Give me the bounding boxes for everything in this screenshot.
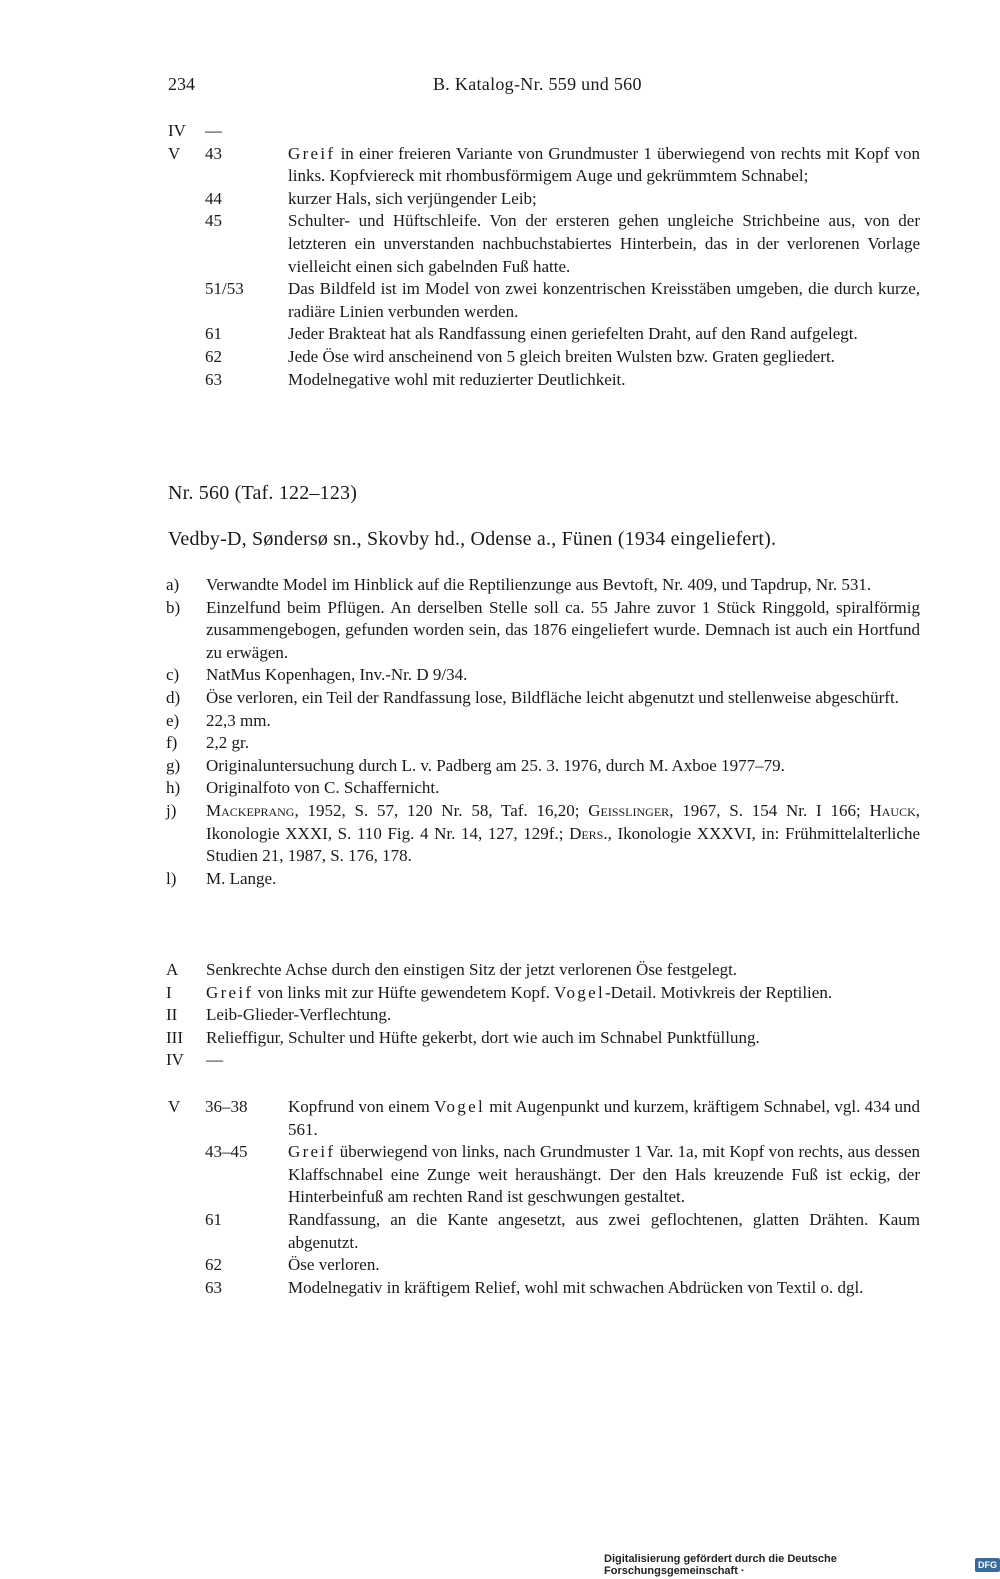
- entry-details-list: [166, 574, 920, 890]
- detail-item: [166, 800, 920, 868]
- item-text: [206, 710, 920, 733]
- catalog-559-motif-section: [168, 120, 920, 391]
- numbered-row: [168, 1277, 920, 1300]
- detail-number: 63: [205, 1277, 222, 1297]
- row-text: [288, 210, 920, 278]
- detail-item: [166, 710, 920, 733]
- item-text: [206, 1004, 920, 1027]
- detail-item: [166, 755, 920, 778]
- item-label: j): [166, 800, 177, 820]
- text-run: Öse verloren.: [288, 1255, 380, 1275]
- numbered-row: [168, 1141, 920, 1209]
- text-run: 22,3 mm.: [206, 710, 271, 730]
- text-run: —: [206, 1050, 223, 1070]
- section-label: V: [168, 1097, 181, 1116]
- text-run: Vogel: [554, 982, 605, 1002]
- text-run: Greif: [288, 143, 336, 163]
- entry-location-heading: Vedby-D, Søndersø sn., Skovby hd., Odense a., Fünen (1934 eingeliefert).: [168, 528, 777, 550]
- item-label: b): [166, 597, 181, 617]
- text-run: Schulter- und Hüftschleife. Von der ersteren gehen ungleiche Strichbeine aus, von der letzteren ein unverstanden nachbuchstabiertes Hinterbein, das in der verlorenen Vorlage vielleicht einen sich gabelnden Fuß hatte.: [288, 211, 920, 276]
- item-label: IV: [166, 1050, 184, 1070]
- motif-item: [166, 982, 920, 1005]
- page-number: 234: [168, 74, 195, 94]
- text-run: Greif: [288, 1142, 336, 1162]
- text-run: Jeder Brakteat hat als Randfassung einen geriefelten Draht, auf den Rand aufgelegt.: [288, 324, 858, 344]
- digitization-footer: [604, 1553, 1000, 1577]
- numbered-row: [168, 369, 920, 392]
- item-label: h): [166, 778, 181, 798]
- text-run: -Detail. Motivkreis der Reptilien.: [604, 982, 833, 1002]
- text-run: in einer freieren Variante von Grundmuster 1 überwiegend von rechts mit Kopf von links. Kopfviereck mit rhombusförmigem Auge und gekrümmtem Schnabel;: [288, 143, 920, 186]
- row-text: [288, 346, 920, 369]
- item-text: [206, 777, 920, 800]
- item-text: [206, 959, 920, 982]
- detail-item: [166, 777, 920, 800]
- detail-numbered-section: [168, 1096, 920, 1299]
- row-text: [288, 369, 920, 392]
- item-text: [206, 1027, 920, 1050]
- entry-number-heading: Nr. 560 (Taf. 122–123): [168, 482, 358, 504]
- text-run: Vogel: [434, 1097, 485, 1116]
- text-run: Mackeprang: [206, 800, 295, 820]
- text-run: Öse verloren, ein Teil der Randfassung lose, Bildfläche leicht abgenutzt und stellenweise abgeschürft.: [206, 687, 899, 707]
- detail-number: 43: [205, 143, 222, 163]
- text-run: Originaluntersuchung durch L. v. Padberg am 25. 3. 1976, durch M. Axboe 1977–79.: [206, 755, 785, 775]
- numbered-row: [168, 346, 920, 369]
- text-run: NatMus Kopenhagen, Inv.-Nr. D 9/34.: [206, 665, 468, 685]
- item-label: f): [166, 733, 178, 753]
- text-run: , 1967, S. 154 Nr. I 166;: [669, 800, 870, 820]
- text-run: Modelnegative wohl mit reduzierter Deutlichkeit.: [288, 369, 626, 389]
- numbered-row: [168, 120, 920, 143]
- text-run: von links mit zur Hüfte gewendetem Kopf.: [253, 982, 555, 1002]
- text-run: Hauck: [869, 800, 916, 820]
- row-text: [288, 1141, 920, 1209]
- text-run: Originalfoto von C. Schaffernicht.: [206, 778, 440, 798]
- item-text: [206, 1049, 920, 1072]
- detail-item: [166, 732, 920, 755]
- item-text: [206, 574, 920, 597]
- text-run: Greif: [206, 982, 254, 1002]
- item-label: e): [166, 710, 180, 730]
- numbered-row: [168, 323, 920, 346]
- row-text: [288, 323, 920, 346]
- detail-number: 63: [205, 369, 222, 389]
- item-text: [206, 732, 920, 755]
- detail-item: [166, 664, 920, 687]
- detail-item: [166, 574, 920, 597]
- text-run: Jede Öse wird anscheinend von 5 gleich breiten Wulsten bzw. Graten gegliedert.: [288, 346, 835, 366]
- running-head: [168, 74, 918, 98]
- text-run: kurzer Hals, sich verjüngender Leib;: [288, 188, 537, 208]
- text-run: Einzelfund beim Pflügen. An derselben Stelle soll ca. 55 Jahre zuvor 1 Stück Ringgold, spiralförmig zusammengebogen, gefunden worden sein, das 1876 eingeliefert wurde. Demnach ist auch ein Hortfund zu erwägen.: [206, 597, 920, 662]
- item-text: [206, 982, 920, 1005]
- item-text: [206, 755, 920, 778]
- detail-item: [166, 687, 920, 710]
- text-run: , 1952, S. 57, 120 Nr. 58, Taf. 16,20;: [294, 800, 589, 820]
- detail-number: 44: [205, 188, 222, 208]
- item-label: A: [166, 960, 179, 979]
- detail-number: 61: [205, 1209, 222, 1229]
- motif-item: [166, 1049, 920, 1072]
- text-run: Modelnegativ in kräftigem Relief, wohl mit schwachen Abdrücken von Textil o. dgl.: [288, 1277, 864, 1297]
- section-label: V: [168, 143, 181, 163]
- motif-description-list: [166, 959, 920, 1072]
- item-label: a): [166, 575, 180, 594]
- numbered-row: [168, 1254, 920, 1277]
- numbered-row: [168, 210, 920, 278]
- numbered-row: [168, 143, 920, 188]
- item-label: II: [166, 1005, 178, 1025]
- text-run: 2,2 gr.: [206, 733, 249, 753]
- text-run: , Ikonologie XXXI, S. 110 Fig. 4 Nr. 14, 127, 129f.;: [206, 800, 920, 843]
- item-label: d): [166, 687, 181, 707]
- text-run: mit Augenpunkt und kurzem, kräftigem Schnabel, vgl. 434 und 561.: [288, 1097, 920, 1139]
- text-run: Ders.: [569, 823, 608, 843]
- detail-number: 45: [205, 211, 222, 231]
- numbered-row: [168, 1209, 920, 1254]
- motif-item: [166, 1027, 920, 1050]
- text-run: überwiegend von links, nach Grundmuster 1 Var. 1a, mit Kopf von rechts, aus dessen Klaffschnabel eine Zunge weit heraushängt. Der den Hals kreuzende Fuß ist eckig, der Hinterbeinfuß am rechten Rand ist geschwungen gestaltet.: [288, 1142, 920, 1207]
- row-text: [288, 1254, 920, 1277]
- motif-item: [166, 1004, 920, 1027]
- text-run: Randfassung, an die Kante angesetzt, aus zwei geflochtenen, glatten Drähten. Kaum abgenutzt.: [288, 1209, 920, 1252]
- detail-item: [166, 868, 920, 891]
- text-run: Das Bildfeld ist im Model von zwei konzentrischen Kreisstäben umgeben, die durch kurze, radiäre Linien verbunden werden.: [288, 279, 920, 321]
- detail-number: 62: [205, 346, 222, 366]
- detail-item: [166, 597, 920, 665]
- item-text: [206, 597, 920, 665]
- running-head-title: B. Katalog-Nr. 559 und 560: [433, 74, 642, 94]
- detail-number: 43–45: [205, 1142, 248, 1162]
- row-text: [288, 1277, 920, 1300]
- text-run: , Ikonologie XXXVI, in: Frühmittelalterliche Studien 21, 1987, S. 176, 178.: [206, 823, 920, 866]
- item-label: III: [166, 1027, 183, 1047]
- section-label: IV: [168, 121, 186, 140]
- text-run: Kopfrund von einem: [288, 1097, 435, 1116]
- dfg-logo: DFG: [975, 1558, 1000, 1572]
- row-text: [288, 188, 920, 211]
- item-text: [206, 664, 920, 687]
- item-label: I: [166, 982, 172, 1002]
- item-label: c): [166, 665, 180, 685]
- numbered-row: [168, 188, 920, 211]
- text-run: Relieffigur, Schulter und Hüfte gekerbt, dort wie auch im Schnabel Punktfüllung.: [206, 1027, 760, 1047]
- detail-number: 36–38: [205, 1097, 248, 1116]
- detail-number: 62: [205, 1255, 222, 1275]
- text-run: M. Lange.: [206, 868, 277, 888]
- numbered-row: [168, 1096, 920, 1141]
- detail-number: —: [205, 121, 222, 140]
- motif-item: [166, 959, 920, 982]
- item-label: g): [166, 755, 181, 775]
- detail-number: 61: [205, 324, 222, 344]
- text-run: Verwandte Model im Hinblick auf die Reptilienzunge aus Bevtoft, Nr. 409, und Tapdrup, Nr. 531.: [206, 575, 872, 594]
- item-text: [206, 687, 920, 710]
- text-run: Senkrechte Achse durch den einstigen Sitz der jetzt verlorenen Öse festgelegt.: [206, 960, 738, 979]
- item-text: [206, 868, 920, 891]
- row-text: [288, 1096, 920, 1141]
- item-label: l): [166, 868, 177, 888]
- row-text: [288, 278, 920, 323]
- detail-number: 51/53: [205, 279, 244, 299]
- row-text: [288, 1209, 920, 1254]
- numbered-row: [168, 278, 920, 323]
- text-run: Geisslinger: [588, 800, 670, 820]
- item-text: [206, 800, 920, 868]
- row-text: [288, 143, 920, 188]
- footer-text: Digitalisierung gefördert durch die Deutsche Forschungsgemeinschaft ·: [604, 1553, 837, 1577]
- text-run: Leib-Glieder-Verflechtung.: [206, 1005, 392, 1025]
